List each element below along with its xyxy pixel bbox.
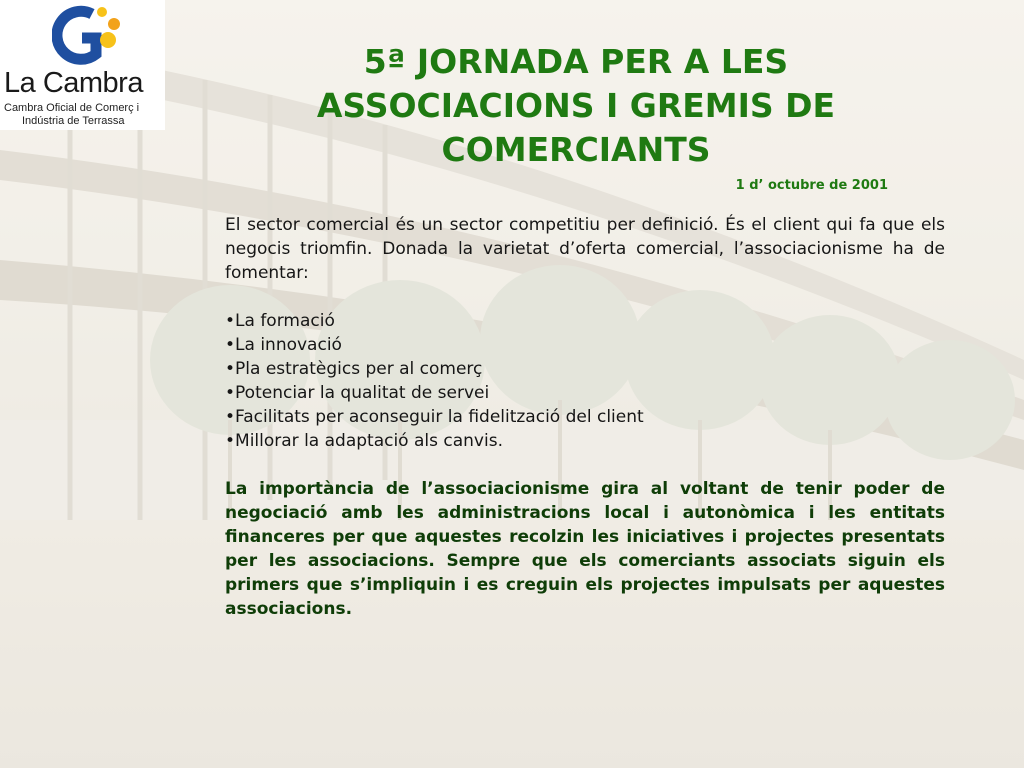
bullet-item: • Potenciar la qualitat de servei [225, 381, 945, 405]
closing-paragraph: La importància de l’associacionisme gira al voltant de tenir poder de negociació amb les administracions local i autonòmica i les entitats financeres per que aquestes recolzin les iniciatives i projectes presentats per les associacions. Sempre que els comerciants associats siguin els primers que s’impliquin i es creguin els projectes impulsats per aquestes associacions. [225, 479, 945, 619]
bullet-item: • Pla estratègics per al comerç [225, 357, 945, 381]
bullet-item: • Millorar la adaptació als canvis. [225, 429, 945, 453]
bullet-item: • La formació [225, 309, 945, 333]
logo-subtitle-line2: Indústria de Terrassa [22, 115, 125, 127]
bullet-item: • La innovació [225, 333, 945, 357]
bullet-list [225, 309, 945, 453]
slide-content [225, 213, 945, 621]
title-line-3: COMERCIANTS [441, 130, 711, 169]
title-line-1: 5ª JORNADA PER A LES [363, 42, 789, 81]
slide-date: 1 d’ octubre de 2001 [735, 178, 888, 193]
logo-subtitle-line1: Cambra Oficial de Comerç i [4, 102, 140, 114]
la-cambra-logo-icon [52, 4, 124, 66]
title-line-2: ASSOCIACIONS I GREMIS DE [316, 86, 836, 125]
logo-name: La Cambra [4, 67, 143, 99]
bullet-item: • Facilitats per aconseguir la fidelització del client [225, 405, 945, 429]
slide-title [250, 40, 902, 172]
intro-paragraph: El sector comercial és un sector competitiu per definició. És el client qui fa que els negocis triomfin. Donada la varietat d’oferta comercial, l’associacionisme ha de fomentar: [225, 215, 945, 283]
logo [0, 0, 165, 130]
